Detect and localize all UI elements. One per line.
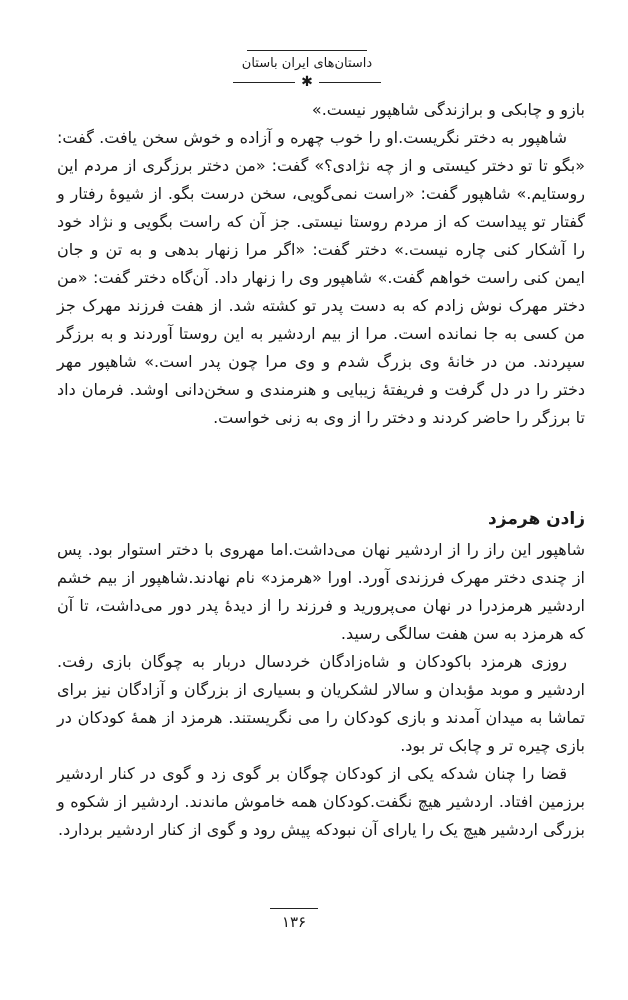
body-text-top <box>57 96 585 432</box>
section-heading: زادن هرمزد <box>488 509 585 529</box>
paragraph: روزی هرمزد باکودکان و شاه‌زادگان خردسال دربار به چوگان بازی رفت. اردشیر و موبد مؤبدان و سالار لشکریان و بسیاری از بزرگان و آزادگان نیز برای تماشا به میدان آمدند و بازی کودکان را می نگریستند. هرمزد از همهٔ کودکان در بازی چیره تر و چابک تر بود. <box>57 652 585 755</box>
header-rule-right <box>319 82 381 83</box>
header-rule-left <box>233 82 295 83</box>
section-zadan-hormozd <box>57 504 585 844</box>
page-number: ۱۳۶ <box>281 913 307 931</box>
header-ornament-row <box>222 75 392 89</box>
asterisk-ornament-icon: ✱ <box>301 74 313 90</box>
paragraph: بازو و چابکی و برازندگی شاهپور نیست.» <box>311 100 585 119</box>
paragraph: شاهپور این راز را از اردشیر نهان می‌داشت.اما مهروی با دختر استوار بود. پس از چندی دختر مهرک فرزندی آورد. اورا «هرمزد» نام نهادند.شاهپور از بیم خشم اردشیر هرمزدرا در نهان می‌پرورید و فرزند را از دیدهٔ پدر دور می‌داشت، تا آن که هرمزد به سن هفت سالگی رسید. <box>57 540 585 643</box>
book-title: داستان‌های ایران باستان <box>241 56 373 71</box>
header-top-rule <box>247 50 367 51</box>
footer-rule <box>270 908 318 909</box>
running-header <box>222 50 392 89</box>
page-footer <box>264 908 324 931</box>
paragraph: قضا را چنان شدکه یکی از کودکان چوگان بر گوی زد و گوی در کنار اردشیر برزمین افتاد. اردشیر هیچ نگفت.کودکان همه خاموش ماندند. اردشیر از شکوه و بزرگی اردشیر هیچ یک را یارای آن نبودکه پیش رود و گوی از کنار اردشیر بردارد. <box>57 764 585 839</box>
paragraph: شاهپور به دختر نگریست.او را خوب چهره و آزاده و خوش سخن یافت. گفت: «بگو تا تو دختر کیستی و از چه نژادی؟» گفت: «من دختر برزگری از مردم این روستایم.» شاهپور گفت: «راست نمی‌گویی، سخن درست بگو. از شیوهٔ رفتار و گفتار تو پیداست که از مردم روستا نیستی. جز آن که راست بگویی و نژاد خود را آشکار کنی چاره نیست.» دختر گفت: «اگر مرا زنهار بدهی و به تن و جان ایمن کنی راست خواهم گفت.» شاهپور وی را زنهار داد. آن‌گاه دختر گفت: «من دختر مهرک نوش زادم که به دست پدر تو کشته شد. از هفت فرزند مهرک جز من کسی به جا نمانده است. مرا از بیم اردشیر به این روستا آوردند و به برزگر سپردند. من در خانهٔ وی بزرگ شدم و وی مرا چون پدر است.» شاهپور مهر دختر را در دل گرفت و فریفتهٔ زیبایی و هنرمندی و سخن‌دانی اوشد. فرمان داد تا برزگر را حاضر کردند و دختر را از وی به زنی خواست. <box>57 128 585 427</box>
